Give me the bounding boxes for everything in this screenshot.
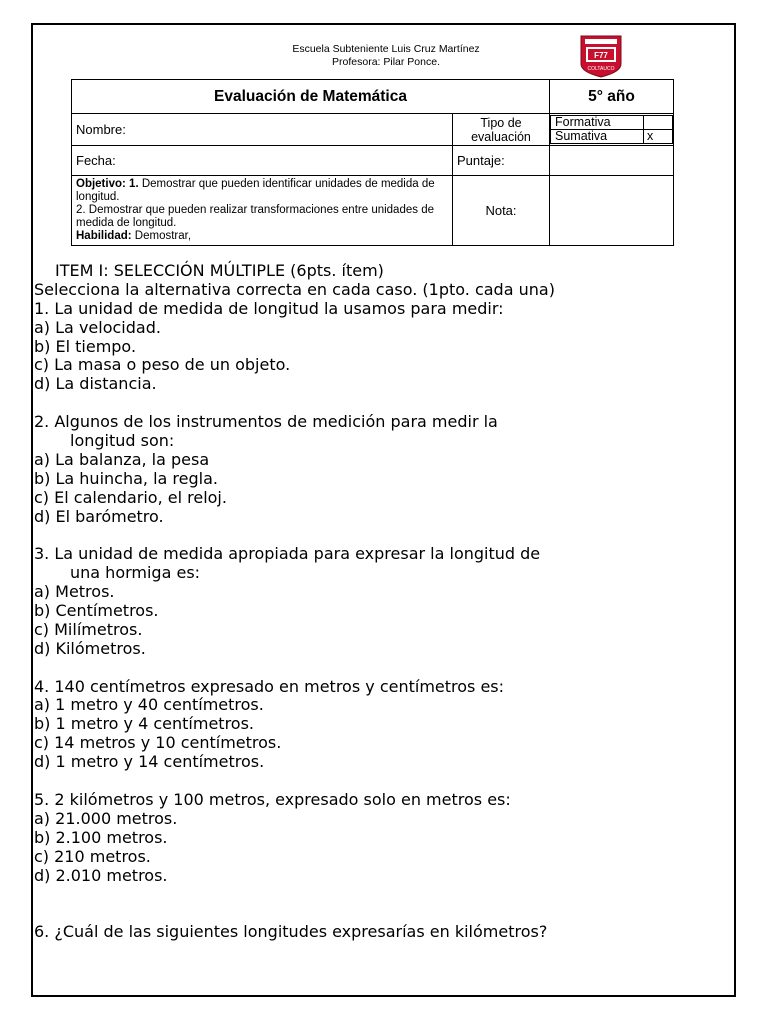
option-b[interactable]: b) 2.100 metros.: [34, 827, 168, 847]
tipo-evaluacion-label: Tipo de evaluación: [453, 114, 550, 146]
puntaje-field[interactable]: [550, 146, 674, 176]
question-1: [34, 300, 734, 394]
option-d[interactable]: d) La distancia.: [34, 374, 157, 394]
option-c[interactable]: c) 210 metros.: [34, 846, 151, 866]
question-2: [34, 413, 734, 526]
school-logo: [577, 34, 625, 78]
question-stem-cont: longitud son:: [70, 431, 175, 451]
formativa-checkbox[interactable]: [644, 116, 673, 130]
option-b[interactable]: b) Centímetros.: [34, 601, 159, 621]
logo-text: F77: [594, 51, 608, 60]
school-name: Escuela Subteniente Luis Cruz Martínez: [292, 43, 480, 55]
header-table: [71, 79, 674, 246]
option-b[interactable]: b) La huincha, la regla.: [34, 468, 218, 488]
option-a[interactable]: a) Metros.: [34, 582, 115, 602]
question-stem: 6. ¿Cuál de las siguientes longitudes expresarías en kilómetros?: [34, 922, 548, 942]
question-stem-cont: una hormiga es:: [70, 563, 201, 583]
puntaje-label: Puntaje:: [453, 146, 550, 176]
objetivo-number: 1.: [129, 178, 139, 190]
objetivo-1: Demostrar que pueden identificar unidades de medida de longitud.: [76, 178, 435, 203]
question-stem: 1. La unidad de medida de longitud la usamos para medir:: [34, 298, 504, 318]
question-stem: 5. 2 kilómetros y 100 metros, expresado solo en metros es:: [34, 789, 511, 809]
option-d[interactable]: d) 2.010 metros.: [34, 865, 168, 885]
sumativa-checkbox[interactable]: x: [644, 130, 673, 144]
question-3: [34, 545, 734, 658]
formativa-option: Formativa: [551, 116, 644, 130]
logo-caption: COLTAUCO: [587, 66, 615, 72]
question-stem: 3. La unidad de medida apropiada para expresar la longitud de: [34, 544, 541, 564]
option-a[interactable]: a) La balanza, la pesa: [34, 449, 210, 469]
question-5: [34, 791, 734, 885]
option-b[interactable]: b) 1 metro y 4 centímetros.: [34, 714, 255, 734]
fecha-label: Fecha:: [72, 146, 453, 176]
objetivo-cell: [72, 176, 453, 246]
question-stem: 2. Algunos de los instrumentos de medición para medir la: [34, 412, 498, 432]
sumativa-option: Sumativa: [551, 130, 644, 144]
question-6: [34, 923, 734, 942]
option-a[interactable]: a) La velocidad.: [34, 317, 161, 337]
option-d[interactable]: d) El barómetro.: [34, 506, 164, 526]
teacher-name: Profesora: Pilar Ponce.: [332, 56, 440, 68]
option-b[interactable]: b) El tiempo.: [34, 336, 137, 356]
question-4: [34, 678, 734, 772]
option-c[interactable]: c) 14 metros y 10 centímetros.: [34, 733, 282, 753]
option-c[interactable]: c) El calendario, el reloj.: [34, 487, 227, 507]
nota-field[interactable]: [550, 176, 674, 246]
option-d[interactable]: d) 1 metro y 14 centímetros.: [34, 752, 265, 772]
nombre-label: Nombre:: [72, 114, 453, 146]
option-c[interactable]: c) La masa o peso de un objeto.: [34, 355, 291, 375]
habilidad-text: Demostrar,: [134, 230, 192, 242]
option-a[interactable]: a) 21.000 metros.: [34, 808, 178, 828]
tipo-evaluacion-options: [550, 114, 674, 146]
school-header: [236, 43, 536, 69]
option-a[interactable]: a) 1 metro y 40 centímetros.: [34, 695, 264, 715]
question-stem: 4. 140 centímetros expresado en metros y centímetros es:: [34, 676, 505, 696]
objetivo-2: 2. Demostrar que pueden realizar transformaciones entre unidades de medida de longitud.: [76, 204, 434, 229]
item-instruction: Selecciona la alternativa correcta en cada caso. (1pto. cada una): [34, 279, 555, 299]
nota-label: Nota:: [453, 176, 550, 246]
habilidad-label: Habilidad:: [76, 230, 132, 242]
option-d[interactable]: d) Kilómetros.: [34, 638, 146, 658]
objetivo-label: Objetivo:: [76, 178, 126, 190]
evaluation-title: Evaluación de Matemática: [72, 80, 550, 114]
questions-section: [34, 262, 734, 942]
grade-label: 5° año: [550, 80, 674, 114]
item-title: ITEM I: SELECCIÓN MÚLTIPLE (6pts. ítem): [55, 261, 384, 280]
option-c[interactable]: c) Milímetros.: [34, 619, 143, 639]
